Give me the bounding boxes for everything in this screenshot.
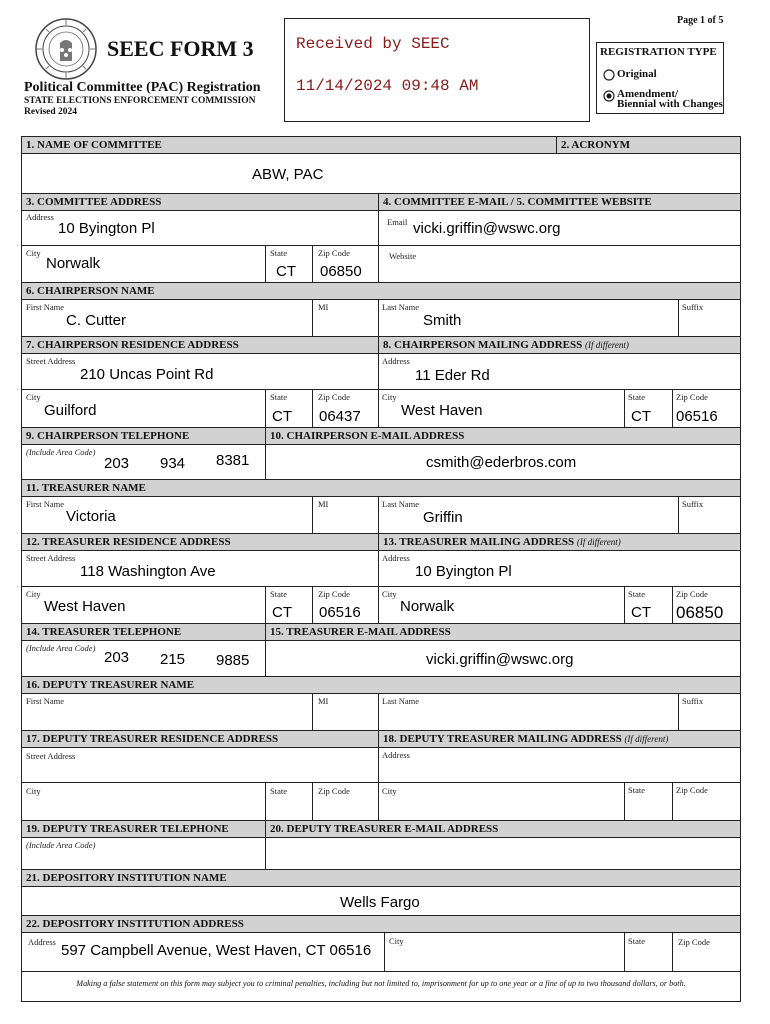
chair-first-name-field[interactable]: C. Cutter (66, 312, 127, 329)
treas-suffix-label: Suffix (682, 499, 704, 509)
section-17-header: 17. DEPUTY TREASURER RESIDENCE ADDRESS (22, 731, 378, 747)
treas-last-name-field[interactable]: Griffin (423, 509, 463, 526)
section-9-header: 9. CHAIRPERSON TELEPHONE (22, 428, 265, 444)
committee-state-label: State (270, 248, 287, 258)
treas-email-field[interactable]: vicki.griffin@wswc.org (426, 651, 574, 668)
treas-first-name-label: First Name (26, 499, 65, 509)
depository-address-field[interactable]: 597 Campbell Avenue, West Haven, CT 06516 (61, 942, 372, 959)
section-6-header: 6. CHAIRPERSON NAME (22, 283, 740, 299)
depository-address-label: Address (28, 937, 56, 947)
deputy-phone-field[interactable] (23, 850, 264, 868)
deputy-res-street-field[interactable] (23, 760, 377, 781)
chair-res-zip-field[interactable]: 06437 (319, 408, 361, 425)
deputy-first-name-label: First Name (26, 696, 65, 706)
section-19-header: 19. DEPUTY TREASURER TELEPHONE (22, 821, 265, 837)
chair-mail-address-label: Address (382, 356, 410, 366)
section-13-header (379, 534, 740, 550)
committee-city-label: City (26, 248, 41, 258)
depository-city-label: City (389, 936, 404, 946)
section-20-header: 20. DEPUTY TREASURER E-MAIL ADDRESS (266, 821, 740, 837)
treas-mail-zip-field[interactable]: 06850 (676, 603, 724, 622)
deputy-email-field[interactable] (267, 838, 739, 868)
chair-res-zip-label: Zip Code (318, 392, 350, 402)
chair-res-street-field[interactable]: 210 Uncas Point Rd (80, 366, 214, 383)
treas-mail-zip-label: Zip Code (676, 589, 708, 599)
section-4-header: 4. COMMITTEE E-MAIL / 5. COMMITTEE WEBSITE (379, 194, 740, 210)
radio-amendment-label-line1: Amendment/ (617, 88, 679, 100)
chair-last-name-label: Last Name (382, 302, 420, 312)
chair-email-field[interactable]: csmith@ederbros.com (426, 454, 577, 471)
section-18-note: (If different) (624, 734, 669, 744)
section-2-header: 2. ACRONYM (557, 137, 740, 153)
section-11-header: 11. TREASURER NAME (22, 480, 740, 496)
treas-res-street-field[interactable]: 118 Washington Ave (80, 563, 216, 580)
deputy-res-zip-label: Zip Code (318, 786, 350, 796)
section-22-header: 22. DEPOSITORY INSTITUTION ADDRESS (22, 916, 740, 932)
radio-original-label: Original (617, 68, 657, 80)
page-number: Page 1 of 5 (677, 15, 724, 26)
section-1-header: 1. NAME OF COMMITTEE (22, 137, 556, 153)
state-seal-logo (34, 17, 98, 81)
treas-res-street-label: Street Address (26, 553, 76, 563)
chair-mail-zip-label: Zip Code (676, 392, 708, 402)
deputy-first-name-field[interactable] (23, 708, 311, 729)
treas-res-zip-label: Zip Code (318, 589, 350, 599)
deputy-mail-address-label: Address (382, 750, 410, 760)
section-16-header: 16. DEPUTY TREASURER NAME (22, 677, 740, 693)
radio-amendment-label-line2: Biennial with Changes (617, 98, 723, 110)
treas-last-name-label: Last Name (382, 499, 420, 509)
committee-zip-field[interactable]: 06850 (320, 263, 362, 280)
treas-mail-city-label: City (382, 589, 397, 599)
chair-mi-label: MI (318, 302, 329, 312)
committee-email-label: Email (387, 217, 408, 227)
deputy-suffix-field[interactable] (679, 708, 739, 729)
deputy-area-code-text: (Include Area Code) (26, 840, 96, 850)
chair-res-state-field[interactable]: CT (272, 408, 292, 425)
treas-res-city-label: City (26, 589, 41, 599)
section-12-header: 12. TREASURER RESIDENCE ADDRESS (22, 534, 378, 550)
committee-address-label: Address (26, 212, 54, 222)
section-15-header: 15. TREASURER E-MAIL ADDRESS (266, 624, 740, 640)
treas-first-name-field[interactable]: Victoria (66, 508, 116, 525)
chair-mail-state-label: State (628, 392, 645, 402)
treas-phone-area-field[interactable]: 203 (104, 649, 130, 666)
treas-res-state-label: State (270, 589, 287, 599)
chair-phone-prefix-field[interactable]: 934 (160, 455, 186, 472)
committee-website-label: Website (389, 251, 417, 261)
depository-name-field[interactable]: Wells Fargo (340, 894, 420, 911)
treas-mail-address-label: Address (382, 553, 410, 563)
treas-mail-state-label: State (628, 589, 645, 599)
chair-suffix-label: Suffix (682, 302, 704, 312)
deputy-mail-street-field[interactable] (379, 760, 739, 781)
chair-mail-city-label: City (382, 392, 397, 402)
revised-date: Revised 2024 (24, 107, 78, 117)
treas-area-code-label (26, 643, 95, 653)
treas-res-city-field[interactable]: West Haven (44, 598, 126, 615)
received-stamp-line2: 11/14/2024 09:48 AM (296, 77, 479, 95)
treas-mail-street-field[interactable]: 10 Byington Pl (415, 563, 512, 580)
form-subtitle: Political Committee (PAC) Registration (24, 80, 261, 95)
deputy-mail-zip-label: Zip Code (676, 785, 708, 795)
deputy-mail-city-label: City (382, 786, 397, 796)
section-10-header: 10. CHAIRPERSON E-MAIL ADDRESS (266, 428, 740, 444)
deputy-mi-label: MI (318, 696, 329, 706)
treas-mail-city-field[interactable]: Norwalk (400, 598, 455, 615)
form-title: SEEC FORM 3 (107, 36, 254, 61)
deputy-last-name-label: Last Name (382, 696, 420, 706)
treas-res-state-field[interactable]: CT (272, 604, 292, 621)
section-8-title: 8. CHAIRPERSON MAILING ADDRESS (383, 339, 583, 351)
deputy-last-name-field[interactable] (379, 708, 677, 729)
treas-phone-line-field[interactable]: 9885 (216, 652, 250, 669)
section-14-header: 14. TREASURER TELEPHONE (22, 624, 265, 640)
treas-mi-label: MI (318, 499, 329, 509)
chair-mail-city-field[interactable]: West Haven (401, 402, 483, 419)
treas-res-zip-field[interactable]: 06516 (319, 604, 361, 621)
chair-mail-state-field[interactable]: CT (631, 408, 651, 425)
committee-name-field[interactable]: ABW, PAC (252, 166, 324, 183)
chair-res-city-field[interactable]: Guilford (44, 402, 97, 419)
registration-type-label: REGISTRATION TYPE (600, 46, 717, 58)
radio-original[interactable] (603, 68, 615, 80)
section-13-title: 13. TREASURER MAILING ADDRESS (383, 536, 575, 548)
deputy-mail-state-label: State (628, 785, 645, 795)
deputy-area-code-label (26, 840, 95, 850)
agency-name: STATE ELECTIONS ENFORCEMENT COMMISSION (24, 96, 256, 106)
committee-email-field[interactable]: vicki.griffin@wswc.org (413, 220, 561, 237)
deputy-mi-field[interactable] (313, 708, 377, 729)
chair-first-name-label: First Name (26, 302, 65, 312)
chair-res-street-label: Street Address (26, 356, 76, 366)
deputy-res-street-label: Street Address (26, 751, 76, 761)
section-13-note: (If different) (576, 537, 621, 547)
received-stamp (284, 18, 590, 122)
received-stamp-line1: Received by SEEC (296, 35, 450, 53)
radio-amendment[interactable] (603, 89, 615, 101)
section-21-header: 21. DEPOSITORY INSTITUTION NAME (22, 870, 740, 886)
chair-mail-street-field[interactable]: 11 Eder Rd (415, 367, 490, 384)
deputy-res-city-label: City (26, 786, 41, 796)
committee-zip-label: Zip Code (318, 248, 350, 258)
committee-state-field[interactable]: CT (276, 263, 296, 280)
treas-area-code-text: (Include Area Code) (26, 643, 96, 653)
section-3-header: 3. COMMITTEE ADDRESS (22, 194, 378, 210)
chair-area-code-text: (Include Area Code) (26, 447, 96, 457)
section-8-note: (If different) (585, 340, 629, 350)
committee-street-field[interactable]: 10 Byington Pl (58, 220, 155, 237)
chair-mail-zip-field[interactable]: 06516 (676, 408, 718, 425)
chair-phone-area-field[interactable]: 203 (104, 455, 130, 472)
committee-city-field[interactable]: Norwalk (46, 255, 101, 272)
section-7-header: 7. CHAIRPERSON RESIDENCE ADDRESS (22, 337, 378, 353)
section-18-header (379, 731, 740, 747)
chair-res-state-label: State (270, 392, 287, 402)
deputy-suffix-label: Suffix (682, 696, 704, 706)
depository-zip-label: Zip Code (678, 937, 710, 947)
treas-phone-prefix-field[interactable]: 215 (160, 651, 186, 668)
section-8-header (379, 337, 740, 353)
chair-area-code-label (26, 447, 95, 457)
section-18-title: 18. DEPUTY TREASURER MAILING ADDRESS (383, 733, 622, 745)
deputy-res-state-label: State (270, 786, 287, 796)
chair-phone-line-field[interactable]: 8381 (216, 452, 250, 469)
false-statement-warning: Making a false statement on this form may subject you to criminal penalties, including but not limited to, imprisonment for up to one year or a fine of up to two thousand dollars, or both. (76, 979, 686, 988)
treas-mail-state-field[interactable]: CT (631, 604, 651, 621)
depository-state-label: State (628, 936, 645, 946)
chair-last-name-field[interactable]: Smith (423, 312, 462, 329)
chair-res-city-label: City (26, 392, 41, 402)
